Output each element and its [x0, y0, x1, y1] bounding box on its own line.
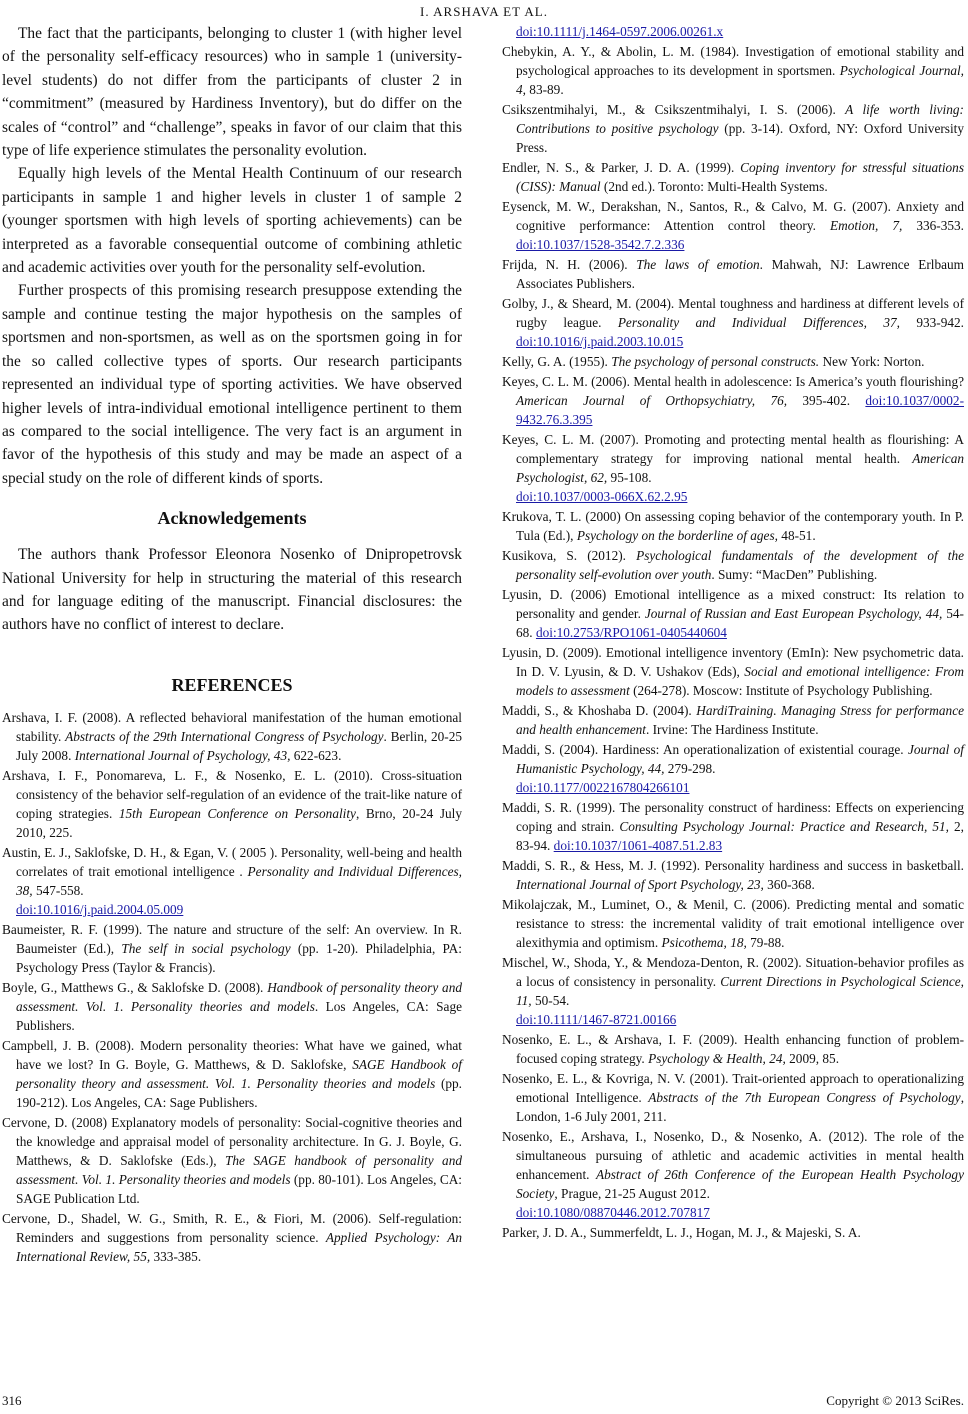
- reference-italic-text: Applied Psychology: An International Review, 55,: [16, 1229, 462, 1264]
- reference-text: 54-68.: [516, 606, 964, 640]
- reference-text: . Sumy: “MacDen” Publishing.: [711, 567, 878, 582]
- reference-entry: [502, 158, 964, 196]
- reference-text: 279-298.: [664, 761, 716, 776]
- reference-italic-text: Coping inventory for stressful situations (CISS): Manual: [516, 160, 964, 194]
- reference-entry: [502, 953, 964, 1029]
- reference-entry: [502, 352, 964, 371]
- reference-text: (pp. 190-212). Los Angeles, CA: Sage Publishers.: [16, 1075, 462, 1110]
- reference-text: . Berlin, 20-25 July 2008.: [16, 728, 462, 763]
- reference-entry: [502, 1127, 964, 1222]
- reference-text: Cervone, D., Shadel, W. G., Smith, R. E., & Fiori, M. (2006). Self-regulation: Reminders and suggestions from personality science.: [2, 1210, 462, 1245]
- reference-entry: [502, 895, 964, 952]
- right-column: [502, 22, 964, 1243]
- running-head: I. ARSHAVA ET AL.: [420, 4, 548, 19]
- reference-text: Nosenko, E. L., & Arshava, I. F. (2009). Health enhancing function of problem-focused coping strategy.: [502, 1032, 964, 1066]
- reference-list: [2, 708, 462, 1266]
- reference-text: Nosenko, E. L., & Kovriga, N. V. (2001). Trait-oriented approach to operationalizing emotional Intelligence.: [502, 1071, 964, 1105]
- reference-entry: [502, 701, 964, 739]
- reference-text: Kusikova, S. (2012).: [502, 548, 637, 563]
- reference-entry: [2, 766, 462, 842]
- reference-entry: [2, 1113, 462, 1208]
- reference-text: Endler, N. S., & Parker, J. D. A. (1999).: [502, 160, 741, 175]
- reference-text: 79-88.: [746, 935, 785, 950]
- reference-text: 2009, 85.: [785, 1051, 840, 1066]
- reference-text: Campbell, J. B. (2008). Modern personality theories: What have we gained, what have we lost? In G. Boyle, G. Matthews, & D. Saklofske,: [2, 1037, 462, 1072]
- reference-text: . Mahwah, NJ: Lawrence Erlbaum Associates Publishers.: [516, 257, 964, 291]
- reference-text: Maddi, S., & Khoshaba D. (2004).: [502, 703, 697, 718]
- reference-text: Maddi, S. (2004). Hardiness: An operationalization of existential courage.: [502, 742, 908, 757]
- reference-text: 95-108.: [607, 470, 652, 485]
- reference-entry: [502, 42, 964, 99]
- reference-text: Maddi, S. R., & Hess, M. J. (1992). Personality hardiness and success in basketball.: [502, 858, 964, 873]
- reference-entry: [2, 1036, 462, 1112]
- doi-link[interactable]: doi:10.1177/0022167804266101: [516, 780, 690, 795]
- reference-text: Keyes, C. L. M. (2007). Promoting and protecting mental health as flourishing: A complementary strategy for improving national mental health.: [502, 432, 964, 466]
- page-number: 316: [2, 1393, 22, 1408]
- reference-entry: [502, 546, 964, 584]
- reference-entry: [2, 843, 462, 919]
- reference-list: [502, 42, 964, 1242]
- reference-text: Austin, E. J., Saklofske, D. H., & Egan, V. ( 2005 ). Personality, well-being and health correlates of trait emotional intelligence .: [2, 844, 462, 879]
- reference-entry: [502, 255, 964, 293]
- reference-italic-text: The self in social psychology: [121, 940, 291, 956]
- reference-italic-text: The laws of emotion: [636, 257, 760, 272]
- reference-italic-text: Abstracts of the 7th European Congress of Psychology: [648, 1090, 961, 1105]
- doi-link[interactable]: doi:10.1037/1528-3542.7.2.336: [516, 237, 685, 252]
- reference-text: Mikolajczak, M., Luminet, O., & Menil, C. (2006). Predicting mental and somatic resistance to stress: the incremental validity of trait emotional intelligence over alexithymia and optimism.: [502, 897, 964, 950]
- reference-italic-text: 15th European Conference on Personality: [118, 805, 356, 821]
- body-paragraph: Further prospects of this promising research presuppose extending the sample and continue testing the major hypothesis on the samples of sportsmen and non-sportsmen, as well as on the sportsmen going in for the so called collective types of sports. Our research participants represented an individual type of sporting activities. We have observed higher levels of intra-individual emotional intelligence pertinent to them as compared to the social intelligence. The very fact is an argument in favor of the hypothesis of this study and may be made an aspect of a special study on the role of different kinds of sports.: [2, 282, 462, 487]
- reference-italic-text: HardiTraining. Managing Stress for performance and health enhancement: [516, 703, 964, 737]
- reference-text: 395-402.: [787, 393, 866, 408]
- reference-text: Lyusin, D. (2006) Emotional intelligence as a mixed construct: Its relation to personality and gender.: [502, 587, 964, 621]
- reference-italic-text: A life worth living: Contributions to positive psychology: [516, 102, 964, 136]
- reference-italic-text: International Journal of Psychology, 43,: [74, 747, 291, 763]
- reference-text: 547-558.: [32, 882, 84, 898]
- reference-text: 933-942.: [899, 315, 965, 330]
- reference-entry: [502, 856, 964, 894]
- reference-entry: [502, 100, 964, 157]
- left-column: [2, 22, 462, 1267]
- acknowledgements-heading: Acknowledgements: [157, 508, 307, 529]
- doi-link[interactable]: doi:10.1111/1467-8721.00166: [516, 1012, 677, 1027]
- reference-text: Cervone, D. (2008) Explanatory models of personality: Social-cognitive theories and the knowledge and appraisal model of personality architecture. In G. J. Boyle, G. Matthews, & D. Saklofske (Eds.),: [2, 1114, 462, 1168]
- reference-text: Csikszentmihalyi, M., & Csikszentmihalyi, I. S. (2006).: [502, 102, 846, 117]
- reference-text: (pp. 80-101). Los Angeles, CA: SAGE Publication Ltd.: [16, 1171, 462, 1206]
- reference-text: Parker, J. D. A., Summerfeldt, L. J., Hogan, M. J., & Majeski, S. A.: [502, 1225, 861, 1240]
- reference-text: Frijda, N. H. (2006).: [502, 257, 637, 272]
- reference-text: Eysenck, M. W., Derakshan, N., Santos, R., & Calvo, M. G. (2007). Anxiety and cognitive performance: Attention control theory.: [502, 199, 964, 233]
- reference-text: 622-623.: [290, 747, 342, 763]
- reference-italic-text: Personality and Individual Differences, 37,: [617, 315, 900, 330]
- reference-text: Maddi, S. R. (1999). The personality construct of hardiness: Effects on experiencing coping and strain.: [502, 800, 964, 834]
- reference-text: , London, 1-6 July 2001, 211.: [516, 1090, 965, 1124]
- reference-italic-text: Consulting Psychology Journal: Practice and Research, 51,: [619, 819, 949, 834]
- body-paragraph: The fact that the participants, belonging to cluster 1 (with higher level of the personality self-efficacy resources) who in sample 1 (university-level students) do not differ from the participants of cluster 2 in “commitment” (measured by Hardiness Inventory), but do differ on the scales of “control” and “challenge”, speaks in favor of our claim that this type of life experience stimulates the personality evolution.: [2, 25, 462, 160]
- reference-text: 50-54.: [531, 993, 570, 1008]
- reference-italic-text: SAGE Handbook of personality theory and assessment. Vol. 1. Personality theories and models: [16, 1056, 462, 1091]
- reference-text: Baumeister, R. F. (1999). The nature and structure of the self: An overview. In R. Baumeister (Ed.),: [2, 921, 462, 956]
- reference-italic-text: American Journal of Orthopsychiatry, 76,: [516, 393, 788, 408]
- reference-entry: [2, 708, 462, 765]
- reference-italic-text: The SAGE handbook of personality and assessment. Vol. 1. Personality theories and models: [16, 1152, 463, 1187]
- reference-text: Mischel, W., Shoda, Y., & Mendoza-Denton, R. (2002). Situation-behavior profiles as a locus of consistency in personality.: [502, 955, 964, 989]
- reference-text: Boyle, G., Matthews G., & Saklofske D. (2008).: [2, 979, 268, 995]
- reference-entry: [502, 507, 964, 545]
- reference-entry: [502, 740, 964, 797]
- reference-entry: [502, 1030, 964, 1068]
- reference-italic-text: Psychology on the borderline of ages,: [576, 528, 778, 543]
- reference-italic-text: Emotion, 7,: [829, 218, 903, 233]
- reference-text: Golby, J., & Sheard, M. (2004). Mental toughness and hardiness at different levels of rugby league.: [502, 296, 964, 330]
- copyright-notice: Copyright © 2013 SciRes.: [826, 1393, 964, 1408]
- reference-text: 333-385.: [150, 1248, 202, 1264]
- reference-entry: [502, 643, 964, 700]
- reference-text: 48-51.: [777, 528, 816, 543]
- doi-link[interactable]: doi:10.1037/0003-066X.62.2.95: [516, 489, 688, 504]
- doi-link[interactable]: doi:10.2753/RPO1061-0405440604: [535, 625, 727, 640]
- reference-text: , Prague, 21-25 August 2012.: [554, 1186, 710, 1201]
- reference-italic-text: Abstract of 26th Conference of the European Health Psychology Society: [516, 1167, 964, 1201]
- reference-entry: [502, 430, 964, 506]
- reference-italic-text: International Journal of Sport Psychology, 23,: [516, 877, 764, 892]
- doi-link[interactable]: doi:10.1016/j.paid.2004.05.009: [16, 901, 184, 917]
- reference-text: Arshava, I. F., Ponomareva, L. F., & Nosenko, E. L. (2010). Cross-situation consistency of the behavior self-regulation of an evidence of the trait-like nature of coping strategies.: [2, 767, 462, 821]
- doi-link[interactable]: doi:10.1016/j.paid.2003.10.015: [516, 334, 684, 349]
- reference-entry: [502, 372, 964, 429]
- reference-text: (pp. 1-20). Philadelphia, PA: Psychology Press (Taylor & Francis).: [16, 940, 462, 975]
- doi-link[interactable]: doi:10.1080/08870446.2012.707817: [516, 1205, 710, 1220]
- reference-text: Krukova, T. L. (2000) On assessing coping behavior of the contemporary youth. In P. Tula (Ed.),: [502, 509, 964, 543]
- reference-italic-text: Psychological fundamentals of the development of the personality self-evolution over youth: [516, 548, 964, 582]
- reference-entry: [502, 294, 964, 351]
- reference-entry: [502, 1223, 964, 1242]
- reference-text: 2, 83-94.: [516, 819, 964, 853]
- reference-text: Nosenko, E., Arshava, I., Nosenko, D., & Nosenko, A. (2012). The role of the simultaneous pursuing of athletic and academic activities in mental health enhancement.: [502, 1129, 964, 1182]
- reference-entry: [2, 978, 462, 1035]
- reference-doi-continuation: [502, 22, 964, 41]
- reference-entry: [502, 585, 964, 642]
- doi-link[interactable]: doi:10.1111/j.1464-0597.2006.00261.x: [516, 24, 724, 39]
- reference-text: 360-368.: [763, 877, 815, 892]
- reference-entry: [502, 1069, 964, 1126]
- reference-text: Arshava, I. F. (2008). A reflected behavioral manifestation of the human emotional stability.: [2, 709, 462, 744]
- reference-italic-text: Handbook of personality theory and assessment. Vol. 1. Personality theories and models: [16, 979, 463, 1014]
- body-paragraph: Equally high levels of the Mental Health Continuum of our research participants in sample 1 and higher levels in cluster 1 of sample 2 (younger sportsmen with high levels of sporting achievements) can be interpreted as a favorable consequential outcome of combining athletic and academic activities over youth for the personality self-evolution.: [2, 165, 462, 277]
- reference-italic-text: Psychological Journal, 4,: [516, 63, 965, 97]
- reference-italic-text: Abstracts of the 29th International Congress of Psychology: [65, 728, 384, 744]
- reference-italic-text: Journal of Russian and East European Psychology, 44,: [644, 606, 943, 621]
- reference-italic-text: American Psychologist, 62,: [516, 451, 964, 485]
- reference-italic-text: Personality and Individual Differences, 38,: [16, 863, 462, 898]
- reference-text: (2nd ed.). Toronto: Multi-Health Systems.: [600, 179, 828, 194]
- doi-link[interactable]: doi:10.1037/1061-4087.51.2.83: [553, 838, 723, 853]
- reference-text: . Los Angeles, CA: Sage Publishers.: [16, 998, 462, 1033]
- reference-text: 336-353.: [902, 218, 965, 233]
- reference-italic-text: Social and emotional intelligence: From models to assessment: [516, 664, 965, 698]
- reference-italic-text: Psicothema, 18,: [661, 935, 747, 950]
- reference-text: New York: Norton.: [819, 354, 925, 369]
- reference-text: Lyusin, D. (2009). Emotional intelligence inventory (EmIn): New psychometric data. In D. V. Lyusin, & D. V. Ushakov (Eds),: [502, 645, 964, 679]
- references-heading: REFERENCES: [171, 674, 293, 695]
- doi-link[interactable]: doi:10.1037/0002-9432.76.3.395: [516, 393, 964, 427]
- reference-text: (pp. 3-14). Oxford, NY: Oxford University Press.: [516, 121, 964, 155]
- reference-text: 83-89.: [525, 82, 564, 97]
- reference-entry: [2, 1209, 462, 1266]
- reference-text: (264-278). Moscow: Institute of Psychology Publishing.: [629, 683, 933, 698]
- reference-italic-text: Journal of Humanistic Psychology, 44,: [516, 742, 964, 776]
- reference-entry: [2, 920, 462, 977]
- acknowledgements-text: The authors thank Professor Eleonora Nosenko of Dnipropetrovsk National University for help in structuring the material of this research and for language editing of the manuscript. Financial disclosures: the authors have no conflict of interest to declare.: [2, 546, 462, 634]
- reference-text: , Brno, 20-24 July 2010, 225.: [16, 805, 462, 840]
- reference-text: Kelly, G. A. (1955).: [502, 354, 612, 369]
- reference-text: . Irvine: The Hardiness Institute.: [645, 722, 819, 737]
- reference-text: Chebykin, A. Y., & Abolin, L. M. (1984). Investigation of emotional stability and psychological approaches to its development in sportsmen.: [502, 44, 964, 78]
- reference-italic-text: The psychology of personal constructs.: [611, 354, 820, 369]
- reference-italic-text: Psychology & Health, 24,: [648, 1051, 786, 1066]
- reference-italic-text: Current Directions in Psychological Science, 11,: [516, 974, 964, 1008]
- reference-entry: [502, 798, 964, 855]
- reference-text: Keyes, C. L. M. (2006). Mental health in adolescence: Is America’s youth flourishing?: [502, 374, 964, 389]
- reference-entry: [502, 197, 964, 254]
